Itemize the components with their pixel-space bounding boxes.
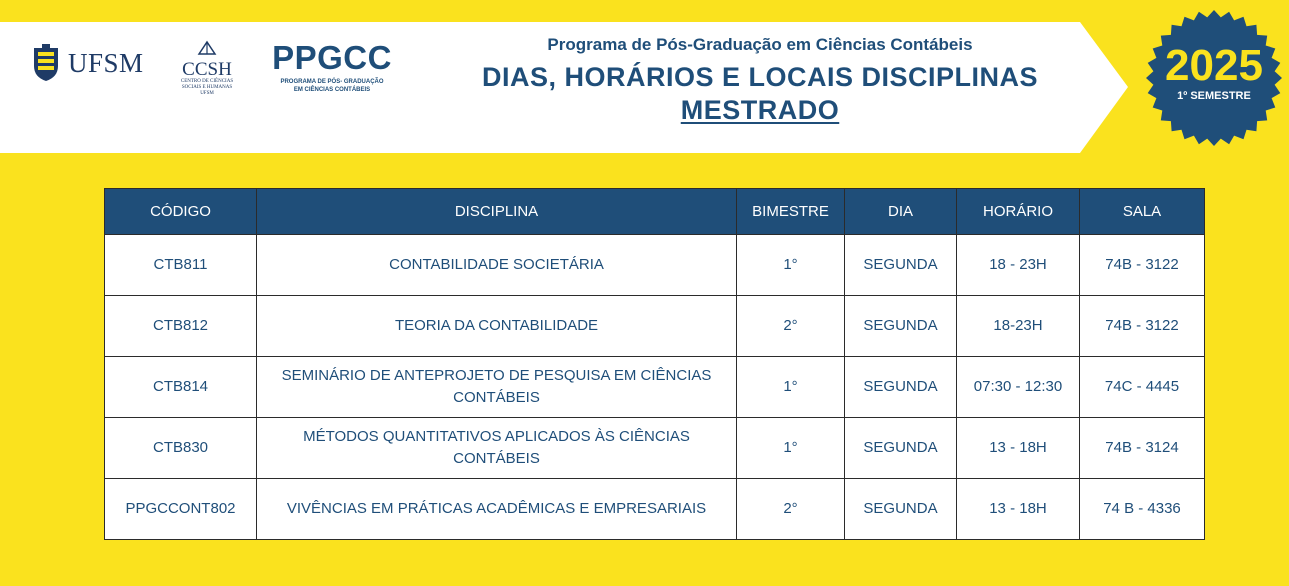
cell-disciplina: VIVÊNCIAS EM PRÁTICAS ACADÊMICAS E EMPRESARIAIS [257, 479, 737, 540]
header-sala: SALA [1080, 189, 1205, 235]
table-row [105, 357, 1205, 418]
semester-seal [1144, 8, 1284, 148]
header-titles [440, 34, 1080, 126]
course-title: MESTRADO [680, 95, 840, 125]
header-horario: HORÁRIO [957, 189, 1080, 235]
program-subtitle: Programa de Pós-Graduação em Ciências Contábeis [547, 35, 973, 54]
table-header-row [105, 189, 1205, 235]
table-row [105, 296, 1205, 357]
cell-codigo: CTB811 [105, 235, 257, 296]
page-title: DIAS, HORÁRIOS E LOCAIS DISCIPLINAS [481, 62, 1039, 92]
seal-year: 2025 [1165, 41, 1263, 90]
cell-bimestre: 1° [737, 418, 845, 479]
cell-bimestre: 1° [737, 357, 845, 418]
ccsh-logo-text: CCSH [182, 59, 232, 80]
cell-sala: 74B - 3122 [1080, 296, 1205, 357]
ccsh-emblem-icon [195, 40, 219, 56]
cell-bimestre: 1° [737, 235, 845, 296]
cell-sala: 74B - 3122 [1080, 235, 1205, 296]
ccsh-logo [168, 40, 246, 97]
header-disciplina: DISCIPLINA [257, 189, 737, 235]
ccsh-logo-subtitle-1: CENTRO DE CIÊNCIAS [180, 79, 234, 84]
ppgcc-logo-subtitle-1: PROGRAMA DE PÓS- GRADUAÇÃO [280, 79, 384, 85]
ppgcc-logo-text: PPGCC [272, 39, 392, 76]
cell-disciplina: CONTABILIDADE SOCIETÁRIA [257, 235, 737, 296]
cell-dia: SEGUNDA [845, 235, 957, 296]
header-codigo: CÓDIGO [105, 189, 257, 235]
cell-disciplina: MÉTODOS QUANTITATIVOS APLICADOS ÀS CIÊNCIAS CONTÁBEIS [257, 418, 737, 479]
table-row [105, 418, 1205, 479]
ufsm-logo [32, 44, 144, 82]
header-dia: DIA [845, 189, 957, 235]
cell-sala: 74C - 4445 [1080, 357, 1205, 418]
schedule-table [104, 188, 1205, 540]
cell-dia: SEGUNDA [845, 418, 957, 479]
cell-codigo: PPGCCONT802 [105, 479, 257, 540]
ufsm-crest-icon [32, 44, 60, 82]
cell-horario: 13 - 18H [957, 418, 1080, 479]
cell-disciplina: SEMINÁRIO DE ANTEPROJETO DE PESQUISA EM CIÊNCIAS CONTÁBEIS [257, 357, 737, 418]
cell-horario: 18 - 23H [957, 235, 1080, 296]
table-row [105, 479, 1205, 540]
cell-horario: 13 - 18H [957, 479, 1080, 540]
cell-codigo: CTB812 [105, 296, 257, 357]
ufsm-logo-text: UFSM [68, 47, 144, 78]
cell-dia: SEGUNDA [845, 296, 957, 357]
table-row [105, 235, 1205, 296]
cell-disciplina: TEORIA DA CONTABILIDADE [257, 296, 737, 357]
cell-dia: SEGUNDA [845, 357, 957, 418]
cell-codigo: CTB830 [105, 418, 257, 479]
cell-dia: SEGUNDA [845, 479, 957, 540]
ppgcc-logo [262, 39, 402, 94]
cell-codigo: CTB814 [105, 357, 257, 418]
header-bimestre: BIMESTRE [737, 189, 845, 235]
ppgcc-logo-subtitle-2: EM CIÊNCIAS CONTÁBEIS [293, 87, 371, 93]
cell-bimestre: 2° [737, 296, 845, 357]
ccsh-logo-subtitle-2: SOCIAIS E HUMANAS [181, 85, 233, 90]
cell-bimestre: 2° [737, 479, 845, 540]
cell-sala: 74 B - 4336 [1080, 479, 1205, 540]
ccsh-logo-subtitle-3: UFSM [200, 91, 214, 96]
cell-horario: 18-23H [957, 296, 1080, 357]
cell-horario: 07:30 - 12:30 [957, 357, 1080, 418]
seal-semester: 1º SEMESTRE [1177, 90, 1251, 102]
cell-sala: 74B - 3124 [1080, 418, 1205, 479]
